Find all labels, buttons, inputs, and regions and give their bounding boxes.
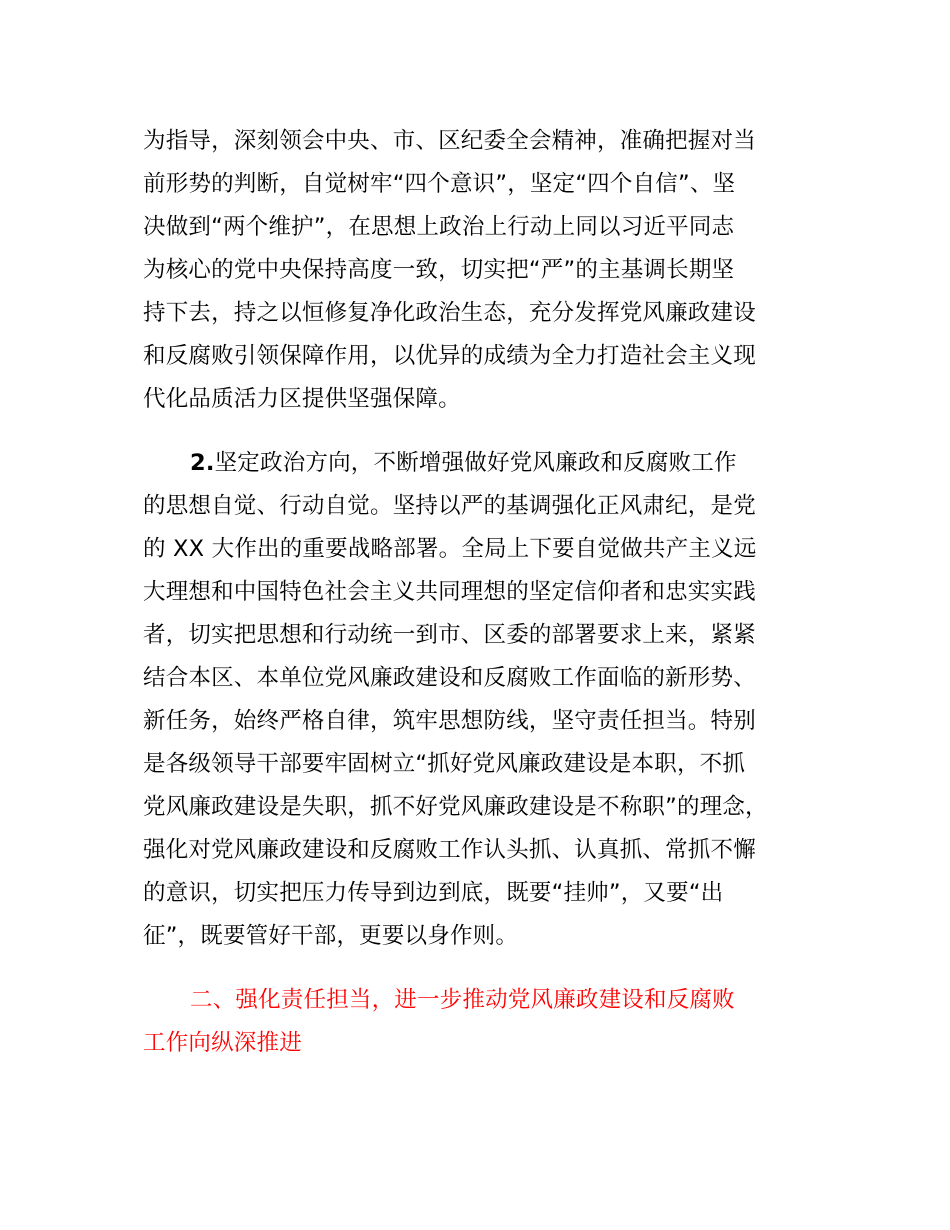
paragraph-line: 的思想自觉、行动自觉。坚持以严的基调强化正风肃纪，是党 [143,493,756,519]
paragraph-line: 决做到“两个维护”，在思想上政治上行动上同以习近平同志 [143,214,735,240]
paragraph-line: 前形势的判断，自觉树牢“四个意识”，坚定“四个自信”、坚 [143,171,736,197]
paragraph-line: 结合本区、本单位党风廉政建设和反腐败工作面临的新形势、 [143,665,756,691]
section-heading: 二、强化责任担当，进一步推动党风廉政建设和反腐败 [190,987,735,1013]
paragraph-first-line [190,447,737,479]
paragraph-line: 持下去，持之以恒修复净化政治生态，充分发挥党风廉政建设 [143,300,756,326]
paragraph-line: 是各级领导干部要牢固树立“抓好党风廉政建设是本职，不抓 [143,751,746,777]
paragraph-line: 者，切实把思想和行动统一到市、区委的部署要求上来，紧紧 [143,622,756,648]
paragraph-line: 大理想和中国特色社会主义共同理想的坚定信仰者和忠实实践 [143,579,756,605]
paragraph-line: 代化品质活力区提供坚强保障。 [143,386,461,412]
paragraph-line: 新任务，始终严格自律，筑牢思想防线，坚守责任担当。特别 [143,708,756,734]
paragraph-line: 为核心的党中央保持高度一致，切实把“严”的主基调长期坚 [143,257,735,283]
section-heading: 工作向纵深推进 [143,1030,302,1056]
paragraph-line: 征”，既要管好干部，更要以身作则。 [143,923,519,949]
paragraph-line: 为指导，深刻领会中央、市、区纪委全会精神，准确把握对当 [143,128,756,154]
paragraph-line: 的 XX 大作出的重要战略部署。全局上下要自觉做共产主义远 [143,536,757,562]
section-number: 2. [190,450,215,476]
paragraph-line: 和反腐败引领保障作用，以优异的成绩为全力打造社会主义现 [143,343,756,369]
paragraph-line: 坚定政治方向，不断增强做好党风廉政和反腐败工作 [214,450,737,476]
paragraph-line: 的意识，切实把压力传导到边到底，既要“挂帅”，又要“出 [143,880,724,906]
paragraph-line: 党风廉政建设是失职，抓不好党风廉政建设是不称职”的理念， [143,794,768,820]
paragraph-line: 强化对党风廉政建设和反腐败工作认头抓、认真抓、常抓不懈 [143,837,756,863]
